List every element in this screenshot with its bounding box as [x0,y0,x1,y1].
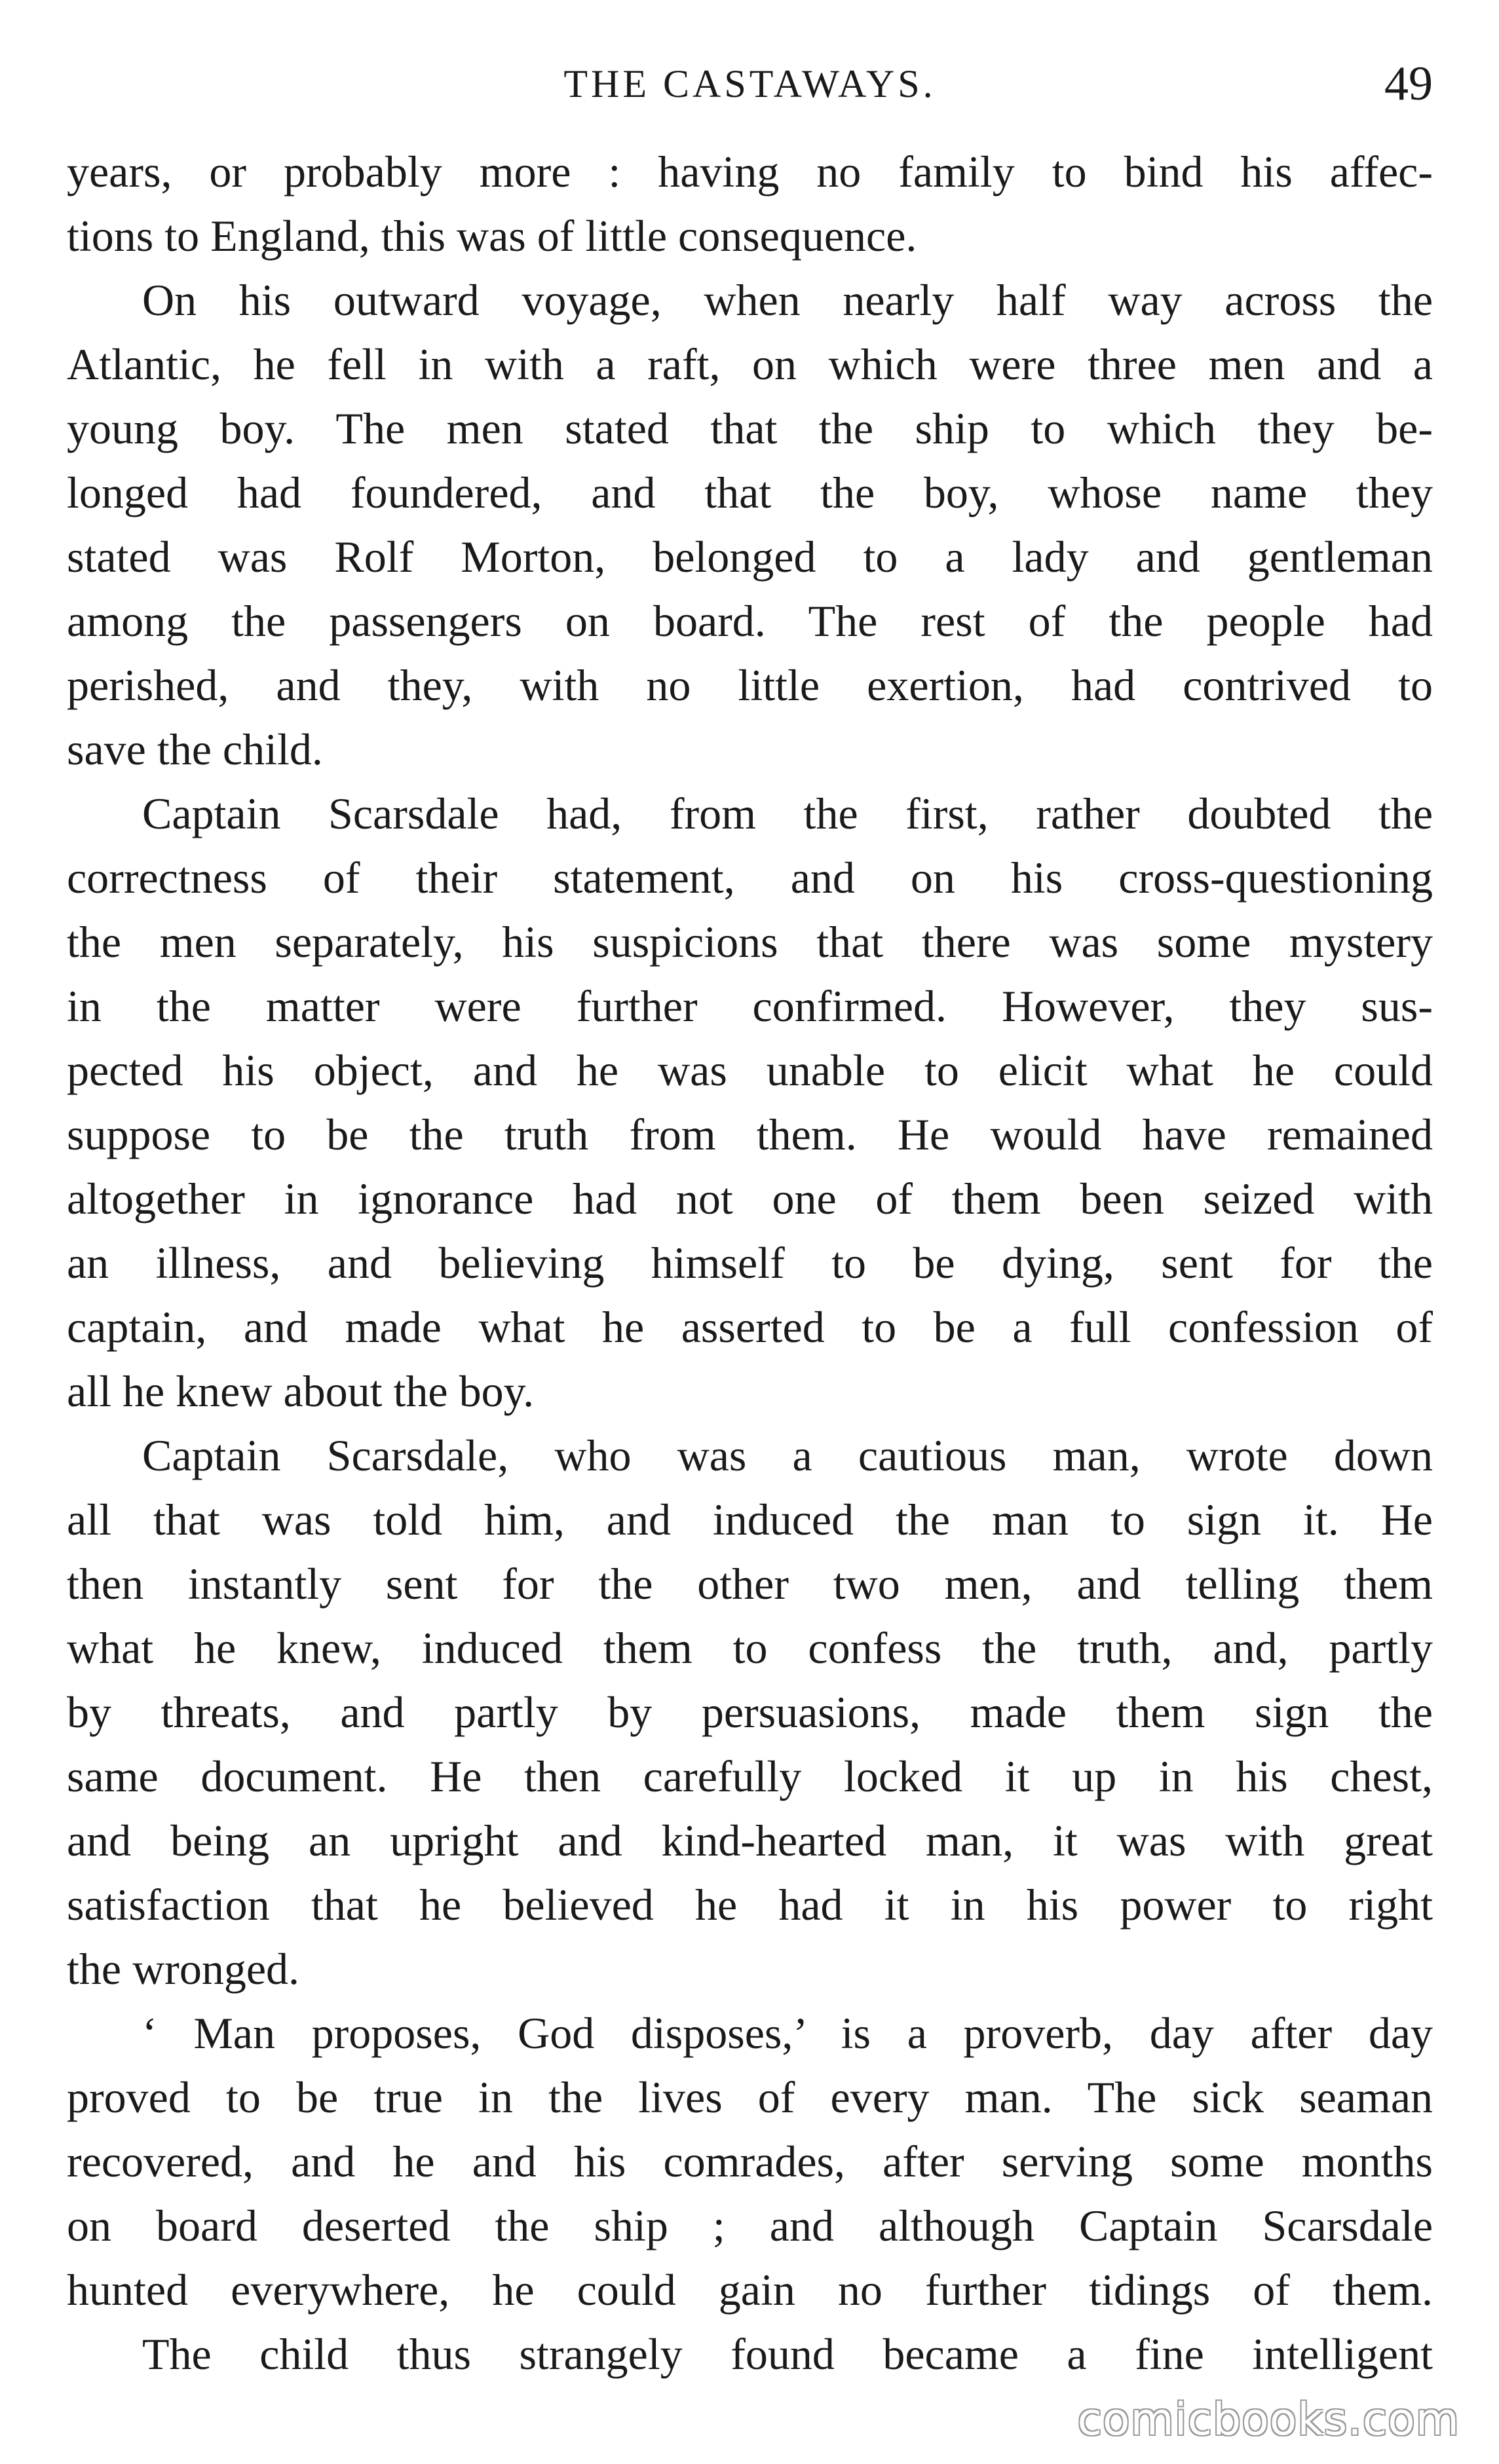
text-line: Captain Scarsdale, who was a cautious man, wrote down [142,1430,1433,1480]
text-line: all that was told him, and induced the man to sign it. He [67,1495,1433,1544]
watermark: comicbooks.com [1077,2394,1460,2446]
page-number: 49 [1384,57,1433,111]
text-line: in the matter were further confirmed. However, they sus- [67,981,1433,1031]
text-line: the wronged. [67,1944,300,1994]
text-line: ‘ Man proposes, God disposes,’ is a proverb, day after day [142,2008,1433,2058]
running-title: THE CASTAWAYS. [563,62,936,105]
text-line: hunted everywhere, he could gain no further tidings of them. [67,2265,1433,2315]
text-line: save the child. [67,724,323,774]
text-line: The child thus strangely found became a fine intelligent [142,2329,1433,2379]
text-line: captain, and made what he asserted to be a full confession of [67,1302,1433,1352]
text-line: then instantly sent for the other two men, and telling them [67,1559,1433,1609]
text-line: tions to England, this was of little consequence. [67,211,917,261]
text-line: Captain Scarsdale had, from the first, rather doubted the [142,789,1433,838]
text-line: stated was Rolf Morton, belonged to a lady and gentleman [67,532,1433,582]
text-line: pected his object, and he was unable to elicit what he could [67,1045,1433,1095]
text-line: recovered, and he and his comrades, after serving some months [67,2137,1433,2186]
body-text [67,140,1433,2386]
text-line: perished, and they, with no little exertion, had contrived to [67,660,1433,710]
text-line: same document. He then carefully locked it up in his chest, [67,1751,1433,1801]
text-line: suppose to be the truth from them. He would have remained [67,1110,1433,1159]
text-line: correctness of their statement, and on his cross-questioning [67,853,1433,903]
page-header [67,51,1433,117]
text-line: all he knew about the boy. [67,1366,535,1416]
text-line: satisfaction that he believed he had it in his power to right [67,1880,1433,1930]
text-line: and being an upright and kind-hearted man, it was with great [67,1816,1433,1865]
text-line: Atlantic, he fell in with a raft, on which were three men and a [67,339,1433,389]
text-line: years, or probably more : having no family to bind his affec- [67,147,1433,196]
text-line: young boy. The men stated that the ship to which they be- [67,403,1433,453]
text-line: an illness, and believing himself to be dying, sent for the [67,1238,1433,1288]
text-line: altogether in ignorance had not one of them been seized with [67,1174,1433,1223]
text-line: by threats, and partly by persuasions, made them sign the [67,1687,1433,1737]
text-line: proved to be true in the lives of every man. The sick seaman [67,2072,1433,2122]
text-line: On his outward voyage, when nearly half way across the [142,275,1433,325]
text-line: on board deserted the ship ; and although Captain Scarsdale [67,2201,1433,2250]
text-line: among the passengers on board. The rest of the people had [67,596,1433,646]
text-line: longed had foundered, and that the boy, whose name they [67,468,1433,517]
text-line: the men separately, his suspicions that there was some mystery [67,917,1433,967]
text-line: what he knew, induced them to confess the truth, and, partly [67,1623,1433,1673]
